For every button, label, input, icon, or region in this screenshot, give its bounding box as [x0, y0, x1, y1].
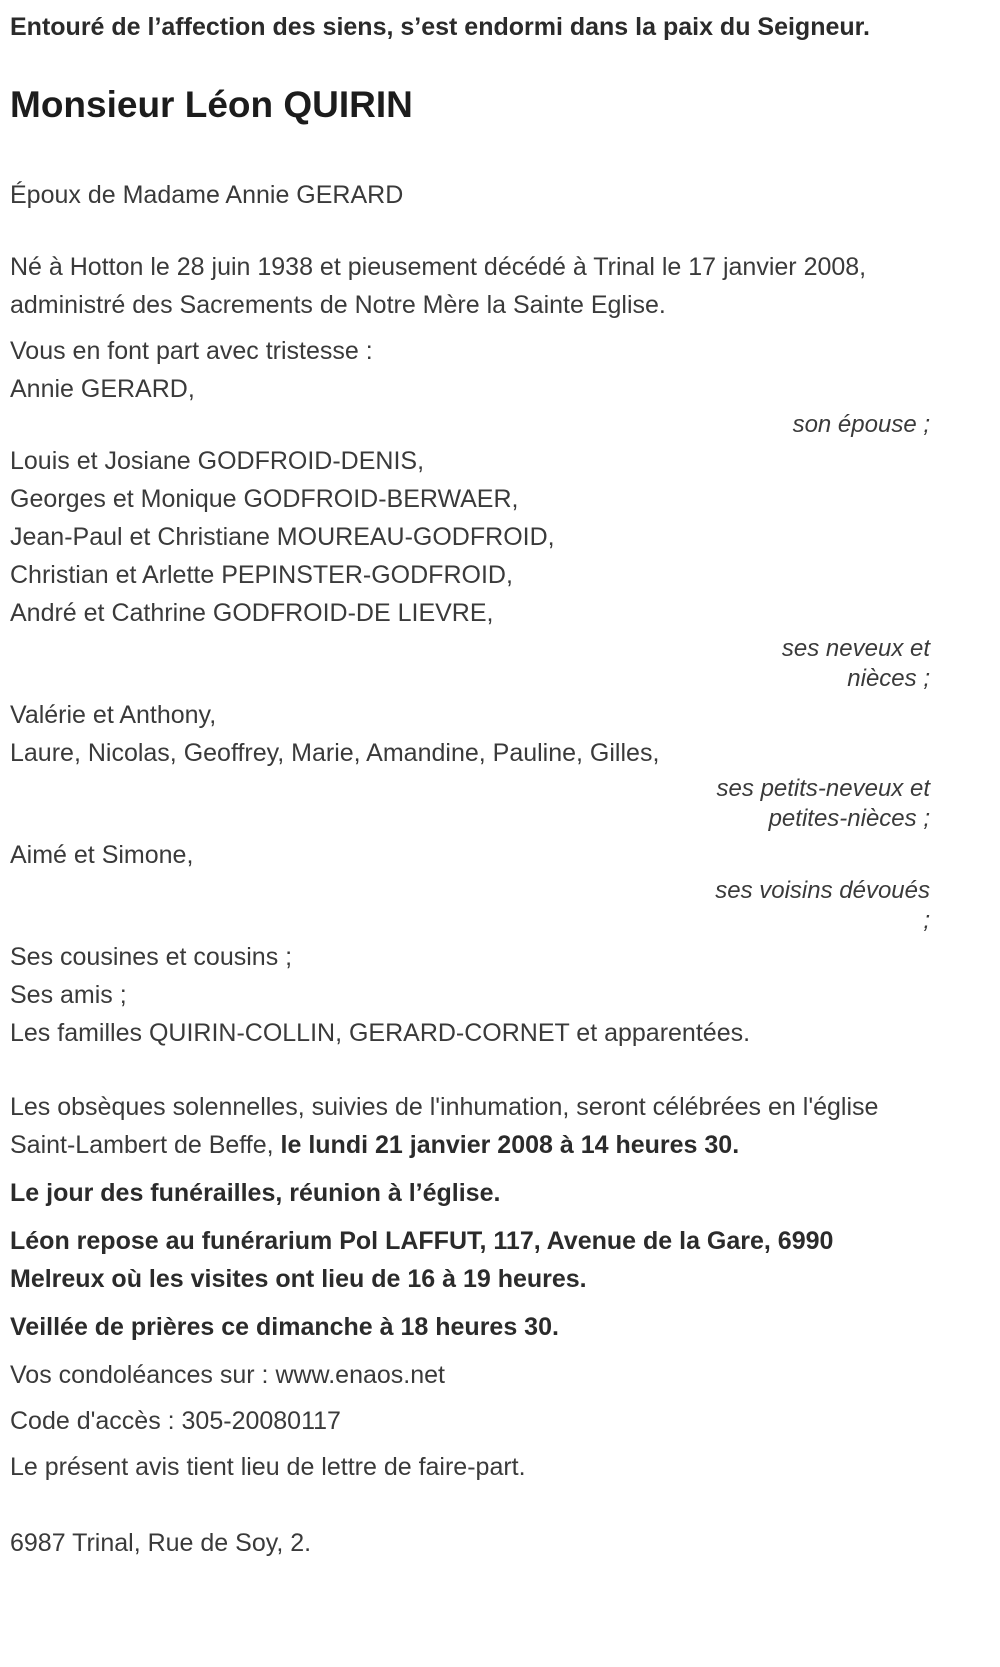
relatives-friends: Ses amis ; — [10, 981, 127, 1009]
vigil-line: Veillée de prières ce dimanche à 18 heures 30. — [10, 1313, 559, 1341]
access-code-line: Code d'accès : 305-20080117 — [10, 1407, 341, 1435]
relative-grand-nephew: Valérie et Anthony, — [10, 701, 217, 729]
relative-neighbours: Aimé et Simone, — [10, 841, 194, 869]
relation-label-grand-nephews — [10, 774, 930, 834]
relation-label-neighbours-line2: ; — [923, 907, 930, 934]
funeral-service-datetime: le lundi 21 janvier 2008 à 14 heures 30. — [280, 1131, 740, 1159]
relation-label-grand-nephews-line1: ses petits-neveux et — [716, 775, 930, 802]
relative-wife: Annie GERARD, — [10, 375, 195, 403]
relatives-families: Les familles QUIRIN-COLLIN, GERARD-CORNET et apparentées. — [10, 1019, 751, 1047]
funeral-service-text: Les obsèques solennelles, suivies de l'inhumation, seront célébrées en l'église Saint-Lambert de Beffe, — [10, 1093, 879, 1159]
intro-text: Entouré de l’affection des siens, s’est endormi dans la paix du Seigneur. — [10, 13, 870, 41]
address-line: 6987 Trinal, Rue de Soy, 2. — [10, 1529, 312, 1557]
funeral-service-paragraph — [10, 1088, 930, 1164]
funerarium-line: Léon repose au funérarium Pol LAFFUT, 117, Avenue de la Gare, 6990 Melreux où les visites ont lieu de 16 à 19 heures. — [10, 1227, 834, 1293]
relatives-cousins: Ses cousines et cousins ; — [10, 943, 293, 971]
funeral-meeting-line: Le jour des funérailles, réunion à l’église. — [10, 1179, 501, 1207]
relative-nephew: Georges et Monique GODFROID-BERWAER, — [10, 485, 519, 513]
relation-label-nephews-line2: nièces ; — [847, 665, 930, 692]
family-section — [10, 332, 930, 1052]
relation-label-grand-nephews-line2: petites-nièces ; — [768, 805, 930, 832]
deceased-name: Monsieur Léon QUIRIN — [10, 84, 413, 125]
notice-letter-line: Le présent avis tient lieu de lettre de faire-part. — [10, 1453, 526, 1481]
announcement-line: Vous en font part avec tristesse : — [10, 337, 373, 365]
relation-label-wife: son épouse ; — [792, 411, 930, 438]
relative-nephew: Jean-Paul et Christiane MOUREAU-GODFROID, — [10, 523, 555, 551]
relation-label-nephews — [10, 634, 930, 694]
relative-nephew: André et Cathrine GODFROID-DE LIEVRE, — [10, 599, 494, 627]
relative-grand-nephew: Laure, Nicolas, Geoffrey, Marie, Amandine, Pauline, Gilles, — [10, 739, 660, 767]
condolences-website-line: Vos condoléances sur : www.enaos.net — [10, 1361, 445, 1389]
relation-label-nephews-line1: ses neveux et — [781, 635, 930, 662]
birth-death-line: Né à Hotton le 28 juin 1938 et pieusement décédé à Trinal le 17 janvier 2008, administré des Sacrements de Notre Mère la Sainte Eglise. — [10, 253, 867, 319]
relation-label-neighbours-line1: ses voisins dévoués — [715, 877, 930, 904]
spouse-line: Époux de Madame Annie GERARD — [10, 181, 404, 209]
relative-nephew: Christian et Arlette PEPINSTER-GODFROID, — [10, 561, 513, 589]
relation-label-neighbours — [10, 876, 930, 936]
relative-nephew: Louis et Josiane GODFROID-DENIS, — [10, 447, 425, 475]
